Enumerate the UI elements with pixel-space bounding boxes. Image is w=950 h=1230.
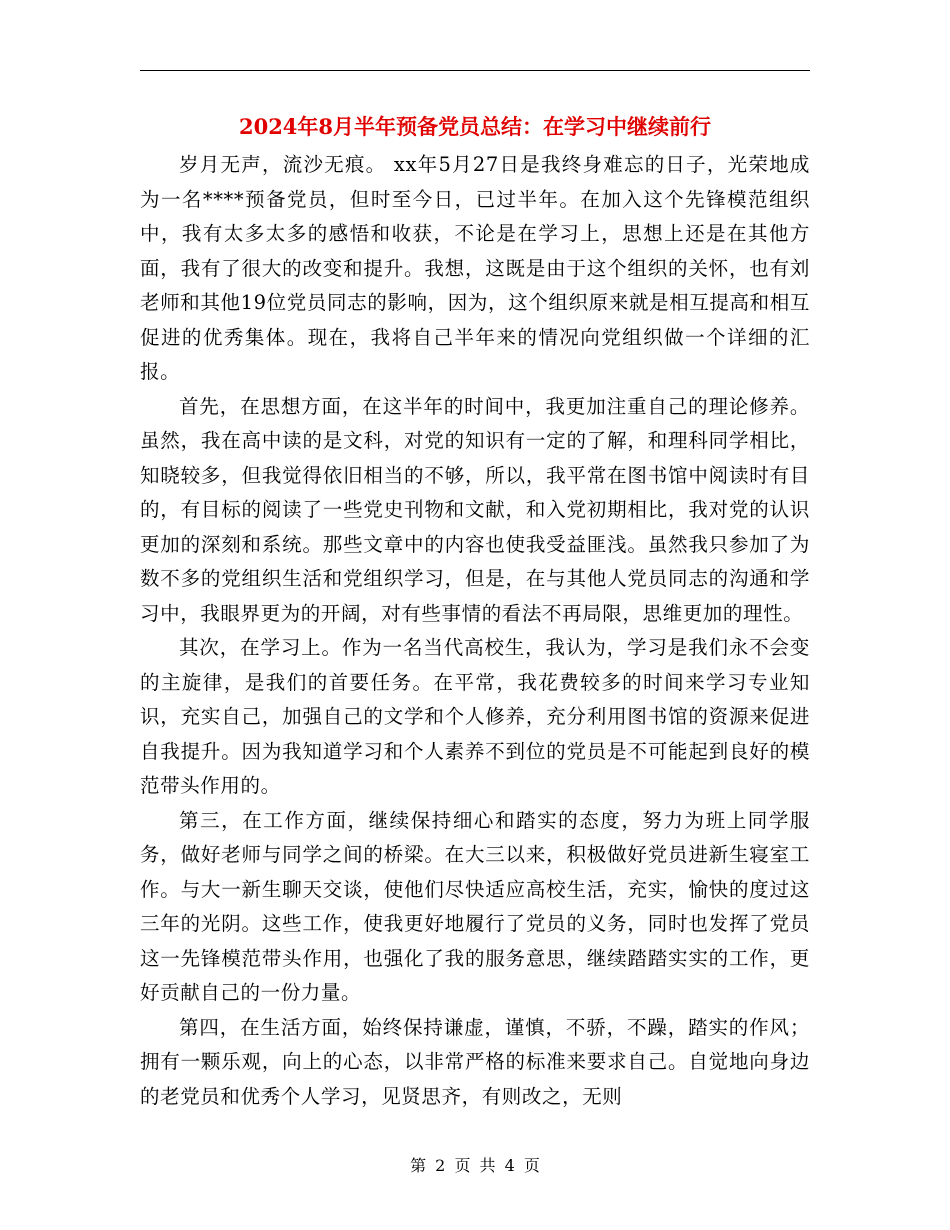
document-title: 2024年8月半年预备党员总结：在学习中继续前行 — [238, 114, 712, 139]
paragraph-2: 首先，在思想方面，在这半年的时间中，我更加注重自己的理论修养。虽然，我在高中读的是文科，对党的知识有一定的了解，和理科同学相比，知晓较多，但我觉得依旧相当的不够，所以，我平常在图书馆中阅读时有目的，有目标的阅读了一些党史刊物和文献，和入党初期相比，我对党的认识更加的深刻和系统。那些文章中的内容也使我受益匪浅。虽然我只参加了为数不多的党组织生活和党组织学习，但是，在与其他人党员同志的沟通和学习中，我眼界更为的开阔，对有些事情的看法不再局限，思维更加的理性。 — [140, 394, 810, 625]
paragraph-5: 第四，在生活方面，始终保持谦虚，谨慎，不骄，不躁，踏实的作风；拥有一颗乐观，向上的心态，以非常严格的标准来要求自己。自觉地向身边的老党员和优秀个人学习，见贤思齐，有则改之，无则 — [140, 1015, 810, 1108]
paragraph-4: 第三，在工作方面，继续保持细心和踏实的态度，努力为班上同学服务，做好老师与同学之间的桥梁。在大三以来，积极做好党员进新生寝室工作。与大一新生聊天交谈，使他们尽快适应高校生活，充实，愉快的度过这三年的光阴。这些工作，使我更好地履行了党员的义务，同时也发挥了党员这一先锋模范带头作用，也强化了我的服务意思，继续踏踏实实的工作，更好贡献自己的一份力量。 — [140, 808, 810, 1004]
paragraph-3: 其次，在学习上。作为一名当代高校生，我认为，学习是我们永不会变的主旋律，是我们的首要任务。在平常，我花费较多的时间来学习专业知识，充实自己，加强自己的文学和个人修养，充分利用图书馆的资源来促进自我提升。因为我知道学习和个人素养不到位的党员是不可能起到良好的模范带头作用的。 — [140, 636, 810, 797]
paragraph-1: 岁月无声，流沙无痕。 xx年5月27日是我终身难忘的日子，光荣地成为一名****预备党员，但时至今日，已过半年。在加入这个先锋模范组织中，我有太多太多的感悟和收获，不论是在学习上，思想上还是在其他方面，我有了很大的改变和提升。我想，这既是由于这个组织的关怀，也有刘老师和其他19位党员同志的影响，因为，这个组织原来就是相互提高和相互促进的优秀集体。现在，我将自己半年来的情况向党组织做一个详细的汇报。 — [140, 153, 810, 383]
page-number: 第 2 页 共 4 页 — [410, 1156, 540, 1175]
document-body — [140, 148, 810, 1114]
header-rule — [140, 70, 810, 71]
